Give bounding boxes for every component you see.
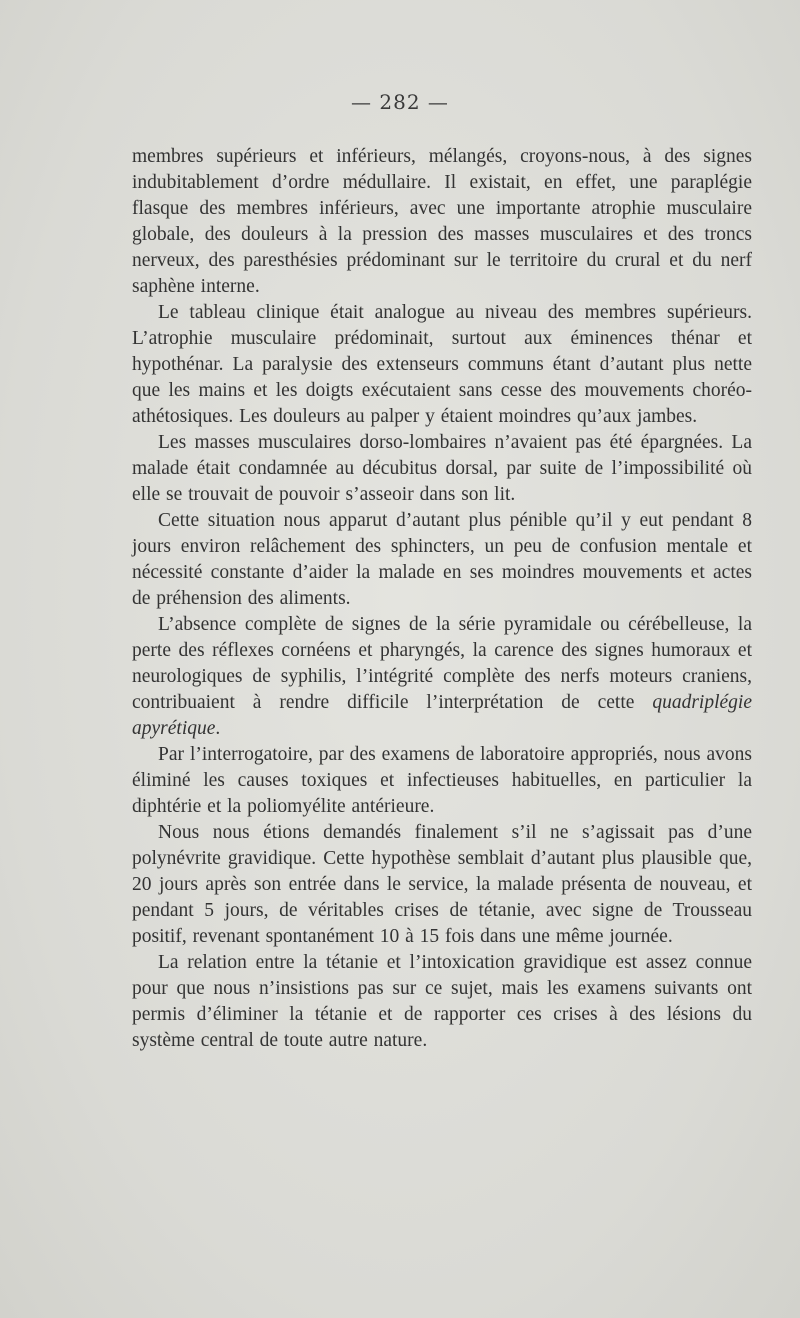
text-body xyxy=(132,144,752,1054)
emphasis-quadriplegie: quadriplégie apyrétique xyxy=(132,692,752,739)
paragraph-8: La relation entre la tétanie et l’intoxication gravidique est assez connue pour que nous n’insistions pas sur ce sujet, mais les examens suivants ont permis d’éliminer la tétanie et de rapporter ces crises à des lésions du système central de toute autre nature. xyxy=(132,952,752,1051)
page-number: — 282 — xyxy=(351,90,449,114)
paragraph-5-end: . xyxy=(215,718,221,739)
paragraph-3: Les masses musculaires dorso-lombaires n’avaient pas été épargnées. La malade était condamnée au décubitus dorsal, par suite de l’impossibilité où elle se trouvait de pouvoir s’asseoir dans son lit. xyxy=(132,432,752,505)
paragraph-5-text: L’absence complète de signes de la série pyramidale ou cérébelleuse, la perte des réflexes cornéens et pharyngés, la carence des signes humoraux et neurologiques de syphilis, l’intégrité complète des nerfs moteurs craniens, contribuaient à rendre difficile l’interprétation de cette xyxy=(132,614,752,713)
paragraph-6: Par l’interrogatoire, par des examens de laboratoire appropriés, nous avons éliminé les causes toxiques et infectieuses habituelles, en particulier la diphtérie et la poliomyélite antérieure. xyxy=(132,744,752,817)
paragraph-7: Nous nous étions demandés finalement s’il ne s’agissait pas d’une polynévrite gravidique. Cette hypothèse semblait d’autant plus plausible que, 20 jours après son entrée dans le service, la malade présenta de nouveau, et pendant 5 jours, de véritables crises de tétanie, avec signe de Trousseau positif, revenant spontanément 10 à 15 fois dans une même journée. xyxy=(132,822,752,947)
paragraph-5 xyxy=(132,612,752,742)
paragraph-1: membres supérieurs et inférieurs, mélangés, croyons-nous, à des signes indubitablement d’ordre médullaire. Il existait, en effet, une paraplégie flasque des membres inférieurs, avec une importante atrophie musculaire globale, des douleurs à la pression des masses musculaires et des troncs nerveux, des paresthésies prédominant sur le territoire du crural et du nerf saphène interne. xyxy=(132,146,752,297)
paragraph-4: Cette situation nous apparut d’autant plus pénible qu’il y eut pendant 8 jours environ relâchement des sphincters, un peu de confusion mentale et nécessité constante d’aider la malade en ses moindres mouvements et actes de préhension des aliments. xyxy=(132,510,752,609)
paragraph-2: Le tableau clinique était analogue au niveau des membres supérieurs. L’atrophie musculaire prédominait, surtout aux éminences thénar et hypothénar. La paralysie des extenseurs communs étant d’autant plus nette que les mains et les doigts exécutaient sans cesse des mouvements choréo-athétosiques. Les douleurs au palper y étaient moindres qu’aux jambes. xyxy=(132,302,752,427)
